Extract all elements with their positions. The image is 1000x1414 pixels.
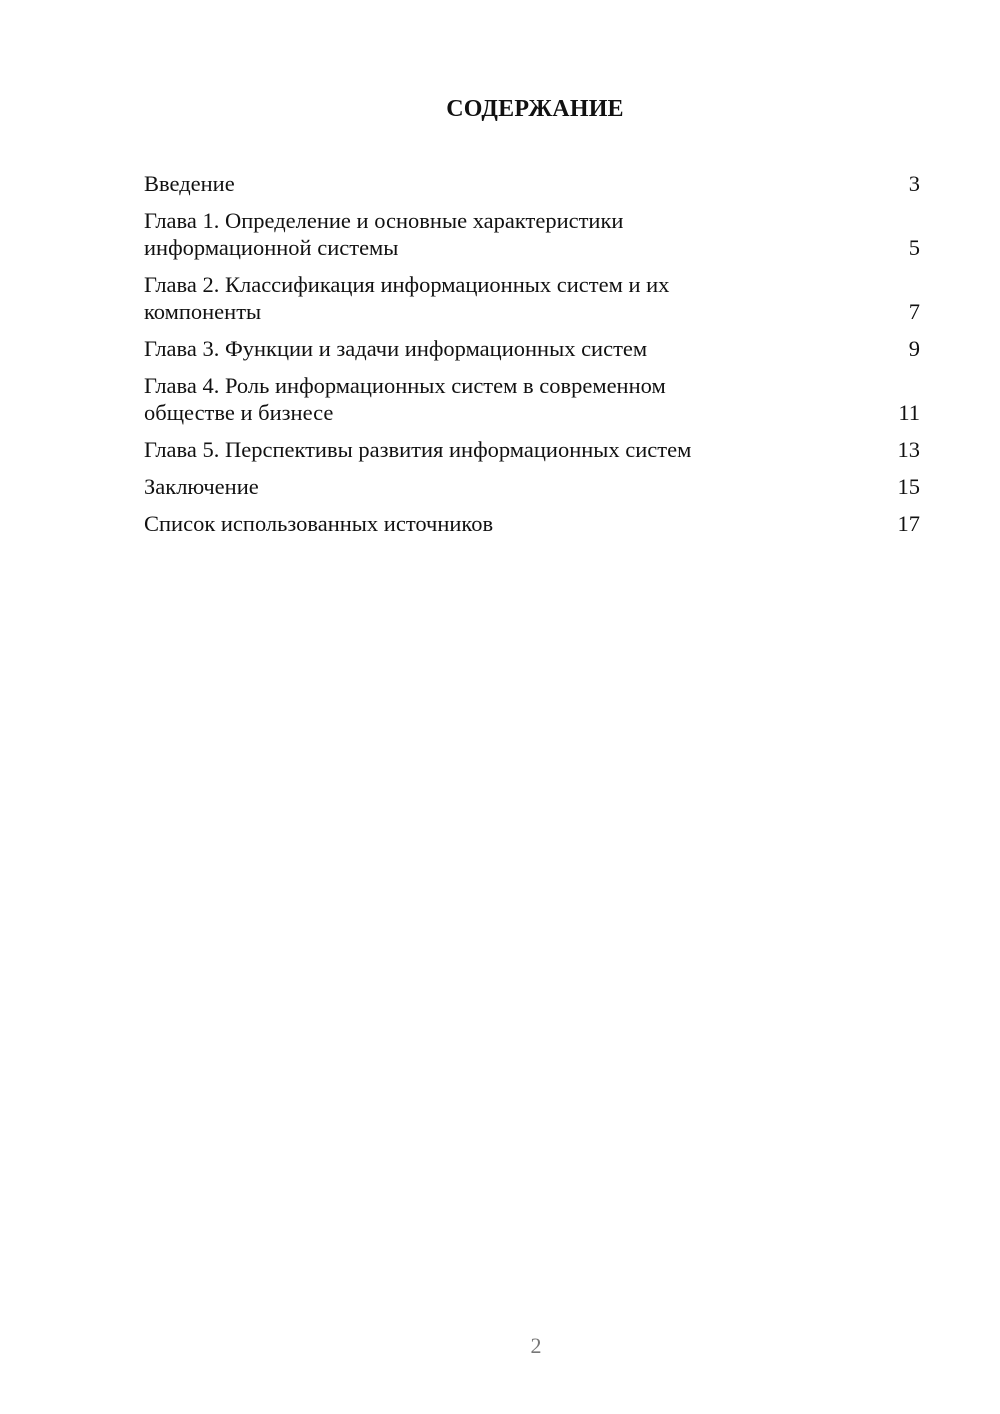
toc-item-text: Заключение [144,474,259,499]
toc-item-text: Глава 3. Функции и задачи информационных систем [144,336,648,361]
toc-item-text: Глава 1. Определение и основные характеристики информационной системы [144,208,624,260]
toc-item-page: 3 [908,171,920,196]
toc-list [144,170,920,547]
toc-item-page: 11 [898,400,920,425]
toc-item-chapter-3[interactable] [144,335,920,362]
toc-item-chapter-1[interactable] [144,207,920,261]
toc-title: СОДЕРЖАНИЕ [446,96,624,122]
toc-item-chapter-2[interactable] [144,271,920,325]
toc-item-page: 13 [897,437,920,462]
toc-item-chapter-5[interactable] [144,436,920,463]
page-number: 2 [530,1333,542,1358]
toc-item-page: 15 [897,474,920,499]
toc-item-text: Список использованных источников [144,511,494,536]
toc-item-page: 7 [908,299,920,324]
toc-item-chapter-4[interactable] [144,372,920,426]
toc-item-text: Глава 2. Классификация информационных систем и их компоненты [144,272,670,324]
toc-item-page: 9 [908,336,920,361]
toc-item-conclusion[interactable] [144,473,920,500]
toc-item-references[interactable] [144,510,920,537]
toc-item-page: 17 [897,511,920,536]
toc-item-text: Глава 4. Роль информационных систем в современном обществе и бизнесе [144,373,666,425]
toc-item-page: 5 [908,235,920,260]
toc-item-text: Глава 5. Перспективы развития информационных систем [144,437,692,462]
toc-item-introduction[interactable] [144,170,920,197]
toc-item-text: Введение [144,171,235,196]
